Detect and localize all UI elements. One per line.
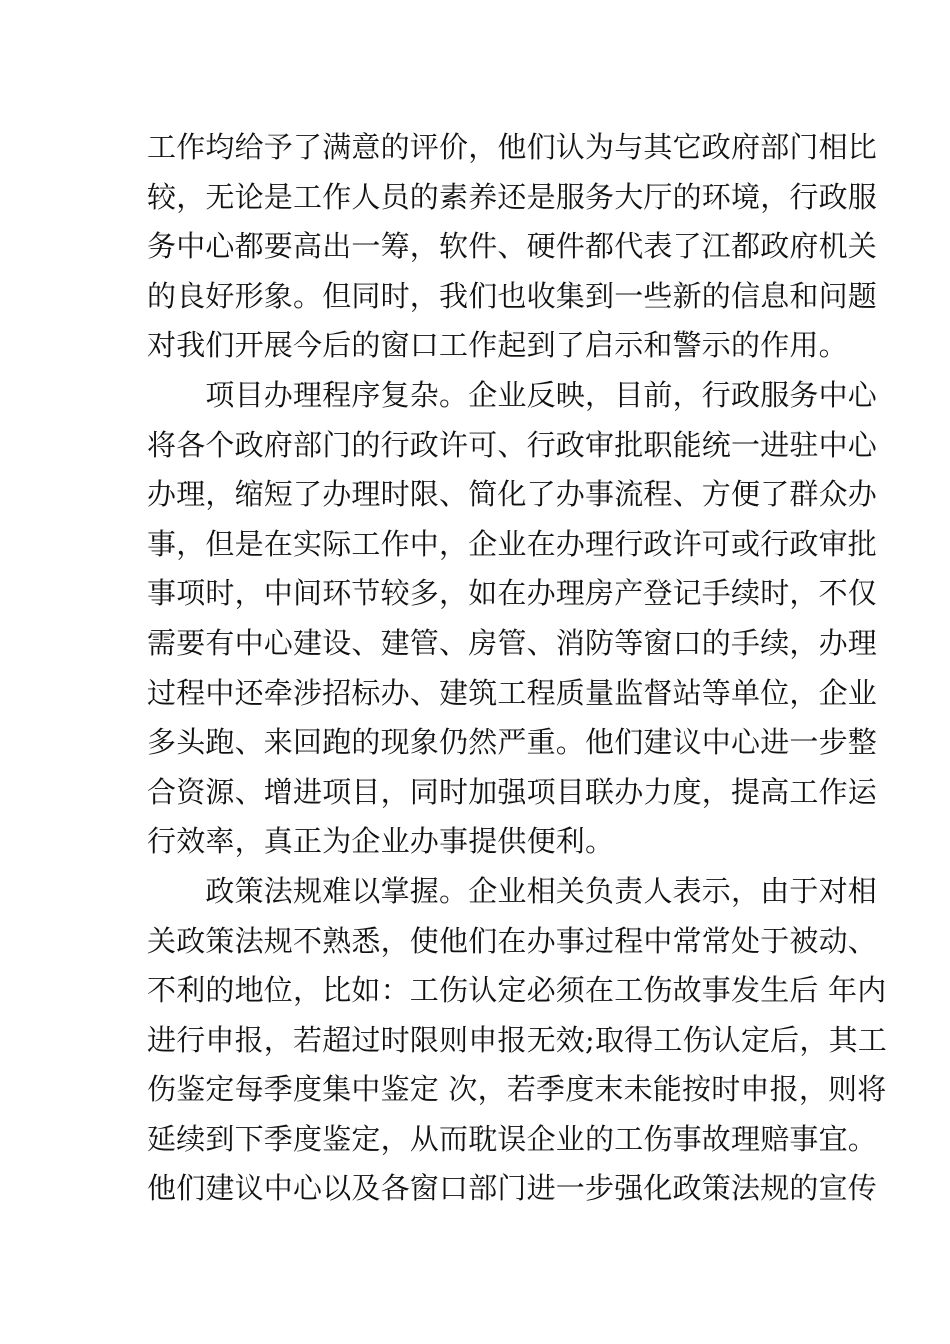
text-line: 事项时，中间环节较多，如在办理房产登记手续时，不仅 bbox=[147, 576, 878, 611]
text-line: 合资源、增进项目，同时加强项目联办力度，提高工作运 bbox=[147, 774, 878, 809]
text-line: 不利的地位，比如：工伤认定必须在工伤故事发生后 年内 bbox=[147, 973, 887, 1008]
text-line: 工作均给予了满意的评价，他们认为与其它政府部门相比 bbox=[147, 130, 878, 164]
text-line: 将各个政府部门的行政许可、行政审批职能统一进驻中心 bbox=[147, 427, 878, 462]
text-line: 较，无论是工作人员的素养还是服务大厅的环境，行政服 bbox=[147, 179, 878, 214]
text-line: 延续到下季度鉴定，从而耽误企业的工伤事故理赔事宜。 bbox=[147, 1121, 878, 1156]
text-line: 的良好形象。但同时，我们也收集到一些新的信息和问题 bbox=[147, 278, 878, 313]
text-line: 过程中还牵涉招标办、建筑工程质量监督站等单位，企业 bbox=[147, 675, 878, 710]
text-line: 行效率，真正为企业办事提供便利。 bbox=[147, 824, 615, 859]
text-line: 需要有中心建设、建管、房管、消防等窗口的手续，办理 bbox=[147, 625, 878, 660]
body-text bbox=[147, 123, 887, 1214]
text-line: 多头跑、来回跑的现象仍然严重。他们建议中心进一步整 bbox=[147, 725, 878, 760]
text-line: 对我们开展今后的窗口工作起到了启示和警示的作用。 bbox=[147, 328, 848, 363]
text-line: 办理，缩短了办理时限、简化了办事流程、方便了群众办 bbox=[147, 477, 878, 512]
text-line: 伤鉴定每季度集中鉴定 次，若季度末未能按时申报，则将 bbox=[147, 1072, 887, 1107]
text-line: 他们建议中心以及各窗口部门进一步强化政策法规的宣传 bbox=[147, 1171, 878, 1206]
text-line: 关政策法规不熟悉，使他们在办事过程中常常处于被动、 bbox=[147, 923, 878, 958]
paragraph-start-line: 政策法规难以掌握。企业相关负责人表示，由于对相 bbox=[147, 873, 878, 908]
text-line: 事，但是在实际工作中，企业在办理行政许可或行政审批 bbox=[147, 526, 878, 561]
text-line: 进行申报，若超过时限则申报无效;取得工伤认定后，其工 bbox=[147, 1022, 887, 1057]
paragraph-start-line: 项目办理程序复杂。企业反映，目前，行政服务中心 bbox=[147, 377, 878, 412]
text-line: 务中心都要高出一筹，软件、硬件都代表了江都政府机关 bbox=[147, 229, 878, 264]
